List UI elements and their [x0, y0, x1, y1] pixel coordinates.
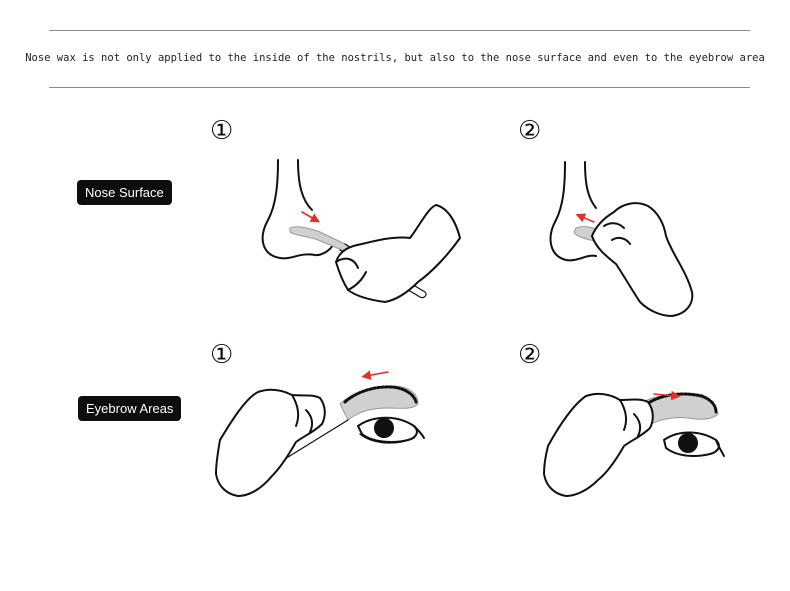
eyebrow-step-1-number: ①	[210, 340, 234, 370]
eyebrow-step-2-number: ②	[518, 340, 542, 370]
eyebrow-step-1-illustration	[216, 372, 424, 496]
instruction-caption: Nose wax is not only applied to the inside of the nostrils, but also to the nose surface and even to the eyebrow area	[25, 52, 765, 64]
nose-surface-label: Nose Surface	[77, 180, 172, 205]
nose-step-1-number: ①	[210, 116, 234, 146]
nose-step-2-number: ②	[518, 116, 542, 146]
nose-step-2-illustration	[551, 162, 693, 316]
eyebrow-step-2-illustration	[544, 394, 724, 496]
nose-step-1-illustration	[263, 160, 460, 302]
eyebrow-areas-label: Eyebrow Areas	[78, 396, 181, 421]
